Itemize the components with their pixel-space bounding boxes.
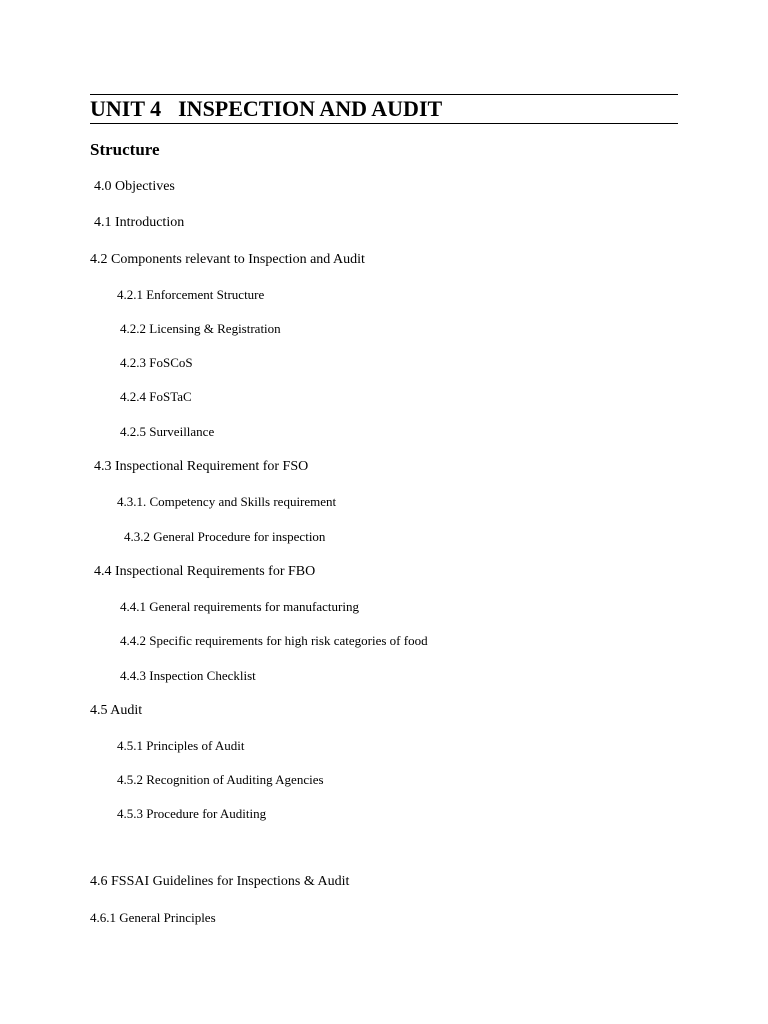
toc-entry-4-2-4: 4.2.4 FoSTaC <box>120 389 192 404</box>
toc-entry-4-2-5: 4.2.5 Surveillance <box>120 424 215 439</box>
toc-entry-4-4-2: 4.4.2 Specific requirements for high risk categories of food <box>120 633 428 648</box>
toc-entry-4-5-3: 4.5.3 Procedure for Auditing <box>117 806 267 821</box>
toc-entry-4-4: 4.4 Inspectional Requirements for FBO <box>94 564 316 579</box>
toc-entry-4-3-1: 4.3.1. Competency and Skills requirement <box>117 494 337 509</box>
toc-entry-4-2-1: 4.2.1 Enforcement Structure <box>117 287 265 302</box>
toc-entry-4-5-2: 4.5.2 Recognition of Auditing Agencies <box>117 772 324 787</box>
toc-entry-4-1: 4.1 Introduction <box>94 215 185 230</box>
structure-heading: Structure <box>90 140 160 159</box>
toc-entry-4-5: 4.5 Audit <box>90 703 143 718</box>
heading-top-rule <box>90 94 678 95</box>
heading-bottom-rule <box>90 123 678 124</box>
toc-entry-4-6: 4.6 FSSAI Guidelines for Inspections & Audit <box>90 874 350 889</box>
toc-entry-4-2: 4.2 Components relevant to Inspection and Audit <box>90 252 365 267</box>
unit-number: UNIT 4 <box>90 96 162 121</box>
toc-entry-4-3-2: 4.3.2 General Procedure for inspection <box>124 529 326 544</box>
unit-title: INSPECTION AND AUDIT <box>178 96 443 121</box>
toc-entry-4-2-2: 4.2.2 Licensing & Registration <box>120 321 281 336</box>
unit-heading <box>90 97 442 121</box>
toc-entry-4-3: 4.3 Inspectional Requirement for FSO <box>94 459 309 474</box>
toc-entry-4-0: 4.0 Objectives <box>94 179 175 194</box>
toc-entry-4-6-1: 4.6.1 General Principles <box>90 910 216 925</box>
toc-entry-4-4-1: 4.4.1 General requirements for manufacturing <box>120 599 359 614</box>
toc-entry-4-5-1: 4.5.1 Principles of Audit <box>117 738 245 753</box>
toc-entry-4-4-3: 4.4.3 Inspection Checklist <box>120 668 256 683</box>
toc-entry-4-2-3: 4.2.3 FoSCoS <box>120 355 193 370</box>
